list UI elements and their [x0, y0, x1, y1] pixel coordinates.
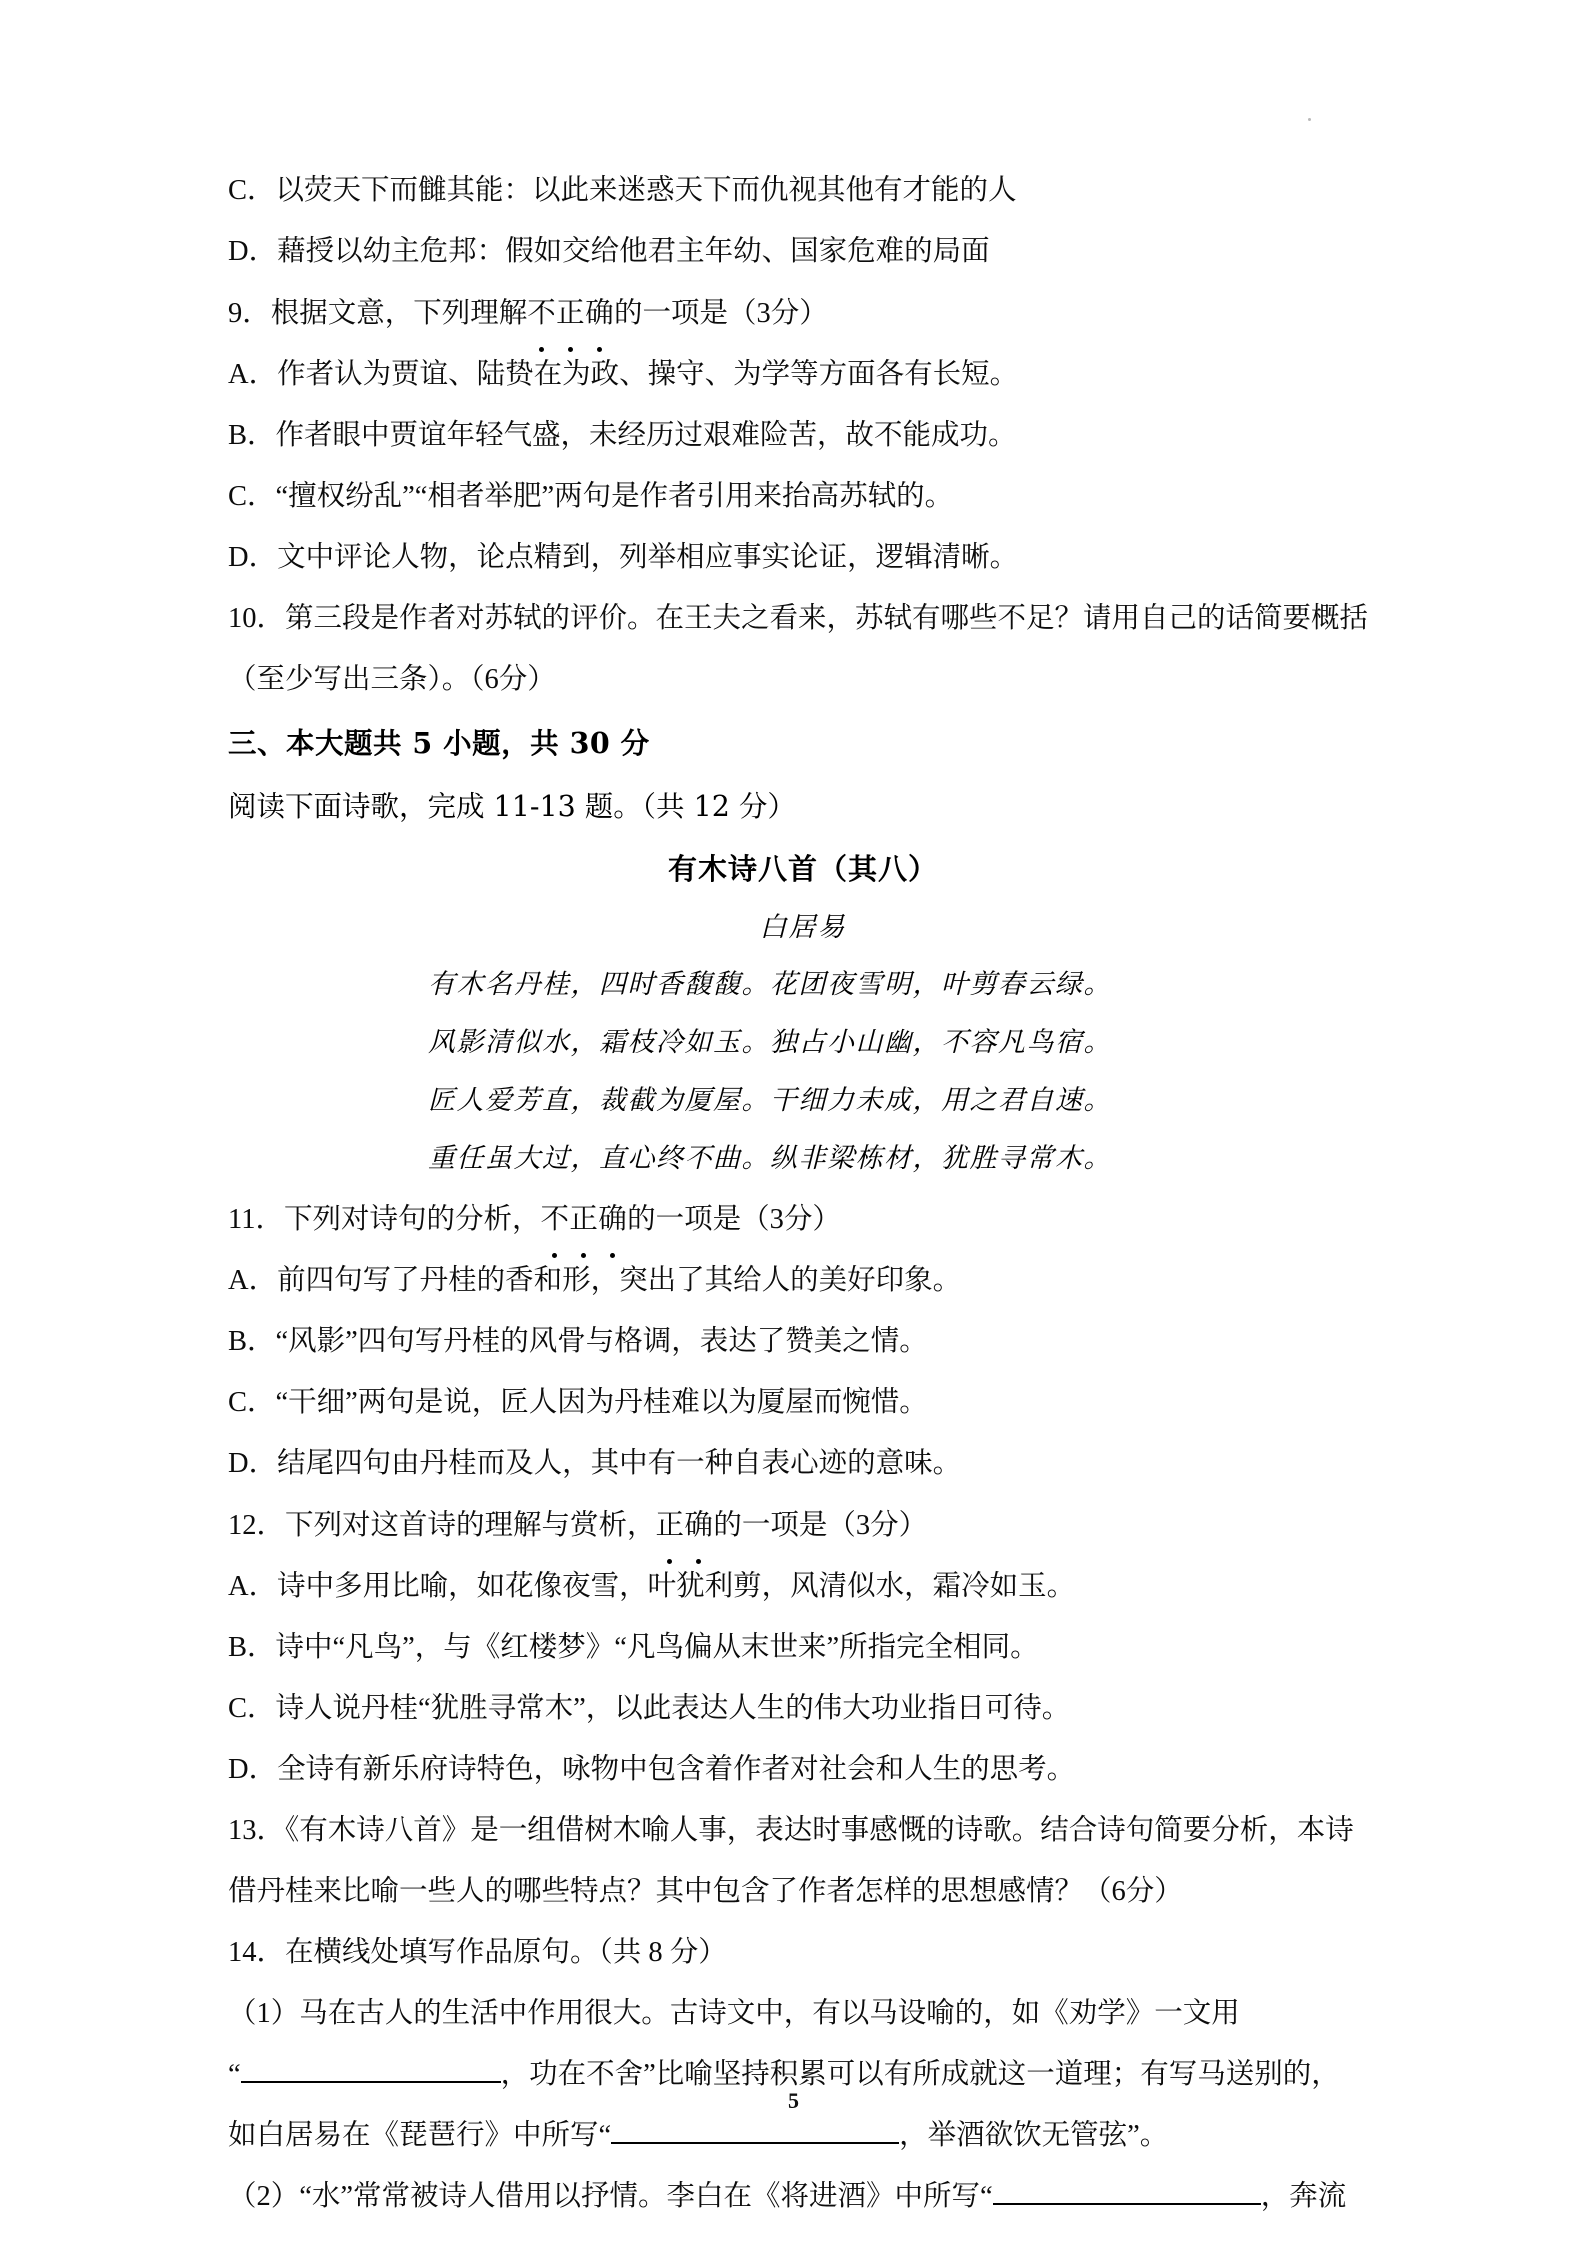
poem-title: 有木诗八首（其八）	[667, 852, 938, 886]
q14-blank-2[interactable]	[611, 2112, 899, 2144]
section-3-heading: 三、本大题共 5 小题，共 30 分	[228, 726, 650, 760]
poem-author: 白居易	[759, 912, 847, 943]
q14-blank-3[interactable]	[993, 2173, 1261, 2205]
q11-stem-post: 的一项是（3分）	[627, 1204, 841, 1235]
q8-option-c: C．以荧天下而雠其能：以此来迷惑天下而仇视其他有才能的人	[228, 175, 1017, 206]
question-12-stem	[228, 1494, 1378, 1556]
q14-item-2-line-1	[228, 2166, 1378, 2227]
poem-line-4: 重任虽大过，直心终不曲。纵非梁栋材，犹胜寻常木。	[428, 1143, 1112, 1174]
question-13-line-2: 借丹桂来比喻一些人的哪些特点？其中包含了作者怎样的思想感情？（6分）	[228, 1876, 1183, 1907]
q14-item-1-line-1: （1）马在古人的生活中作用很大。古诗文中，有以马设喻的，如《劝学》一文用	[228, 1998, 1240, 2029]
q11-option-b: B．“风影”四句写丹桂的风骨与格调，表达了赞美之情。	[228, 1326, 928, 1357]
question-9-stem	[228, 282, 1378, 344]
page-number: 5	[788, 2088, 799, 2113]
q9-stem-pre: 9．根据文意，下列理解	[228, 298, 528, 329]
poem-line-3: 匠人爱芳直，裁截为厦屋。干细力未成，用之君自速。	[428, 1085, 1112, 1116]
q14-item2-line1-post: ，奔流	[1260, 2181, 1347, 2212]
question-11-stem	[228, 1188, 1378, 1250]
q14-item2-line1-pre: （2）“水”常常被诗人借用以抒情。李白在《将进酒》中所写“	[228, 2181, 993, 2212]
q14-item1-quote-open: “	[228, 2059, 241, 2090]
q9-option-d: D．文中评论人物，论点精到，列举相应事实论证，逻辑清晰。	[228, 542, 1019, 573]
q11-stem-pre: 11．下列对诗句的分析，	[228, 1204, 541, 1235]
q12-option-d: D．全诗有新乐府诗特色，咏物中包含着作者对社会和人生的思考。	[228, 1754, 1076, 1785]
q14-item1-line3-pre: 如白居易在《琵琶行》中所写“	[228, 2120, 612, 2151]
question-13-line-1: 13．《有木诗八首》是一组借树木喻人事，表达时事感慨的诗歌。结合诗句简要分析，本诗	[228, 1815, 1354, 1846]
q12-stem-post: 的一项是（3分）	[713, 1510, 928, 1541]
page-corner-dot	[1308, 118, 1311, 121]
section-3-instruction: 阅读下面诗歌，完成 11-13 题。（共 12 分）	[228, 790, 796, 823]
q9-option-a: A．作者认为贾谊、陆贽在为政、操守、为学等方面各有长短。	[228, 359, 1019, 390]
q11-option-c: C．“干细”两句是说，匠人因为丹桂难以为厦屋而惋惜。	[228, 1387, 928, 1418]
q12-stem-pre: 12．下列对这首诗的理解与赏析，	[228, 1510, 656, 1541]
question-10-line-1: 10．第三段是作者对苏轼的评价。在王夫之看来，苏轼有哪些不足？请用自己的话简要概括	[228, 603, 1369, 634]
q14-blank-1[interactable]	[241, 2051, 501, 2083]
q14-item-1-line-3	[228, 2105, 1378, 2166]
q12-option-c: C．诗人说丹桂“犹胜寻常木”，以此表达人生的伟大功业指日可待。	[228, 1693, 1071, 1724]
q9-option-c: C．“擅权纷乱”“相者举肥”两句是作者引用来抬高苏轼的。	[228, 481, 954, 512]
poem-line-2: 风影清似水，霜枝冷如玉。独占小山幽，不容凡鸟宿。	[428, 1027, 1112, 1058]
q12-emphasis-zhengque: 正确	[656, 1494, 714, 1555]
q14-item1-line3-post: ，举酒欲饮无管弦”。	[899, 2120, 1169, 2151]
q11-option-a: A．前四句写了丹桂的香和形，突出了其给人的美好印象。	[228, 1265, 962, 1296]
question-14-stem: 14．在横线处填写作品原句。（共 8 分）	[228, 1937, 727, 1968]
q8-option-d: D．藉授以幼主危邦：假如交给他君主年幼、国家危难的局面	[228, 236, 990, 267]
poem-line-1: 有木名丹桂，四时香馥馥。花团夜雪明，叶剪春云绿。	[428, 969, 1112, 1000]
q12-option-b: B．诗中“凡鸟”，与《红楼梦》“凡鸟偏从末世来”所指完全相同。	[228, 1632, 1039, 1663]
q11-option-d: D．结尾四句由丹桂而及人，其中有一种自表心迹的意味。	[228, 1448, 962, 1479]
q9-emphasis-buzhengque: 不正确	[527, 282, 614, 343]
q9-option-b: B．作者眼中贾谊年轻气盛，未经历过艰难险苦，故不能成功。	[228, 420, 1017, 451]
q9-stem-post: 的一项是（3分）	[613, 298, 828, 329]
page-content	[228, 160, 1378, 2227]
q12-option-a: A．诗中多用比喻，如花像夜雪，叶犹利剪，风清似水，霜冷如玉。	[228, 1571, 1076, 1602]
q11-emphasis-buzhengque: 不正确	[540, 1188, 627, 1249]
q14-item1-line2-post: ，功在不舍”比喻坚持积累可以有所成就这一道理；有写马送别的，	[500, 2059, 1340, 2090]
question-10-line-2: （至少写出三条）。（6分）	[228, 664, 556, 695]
